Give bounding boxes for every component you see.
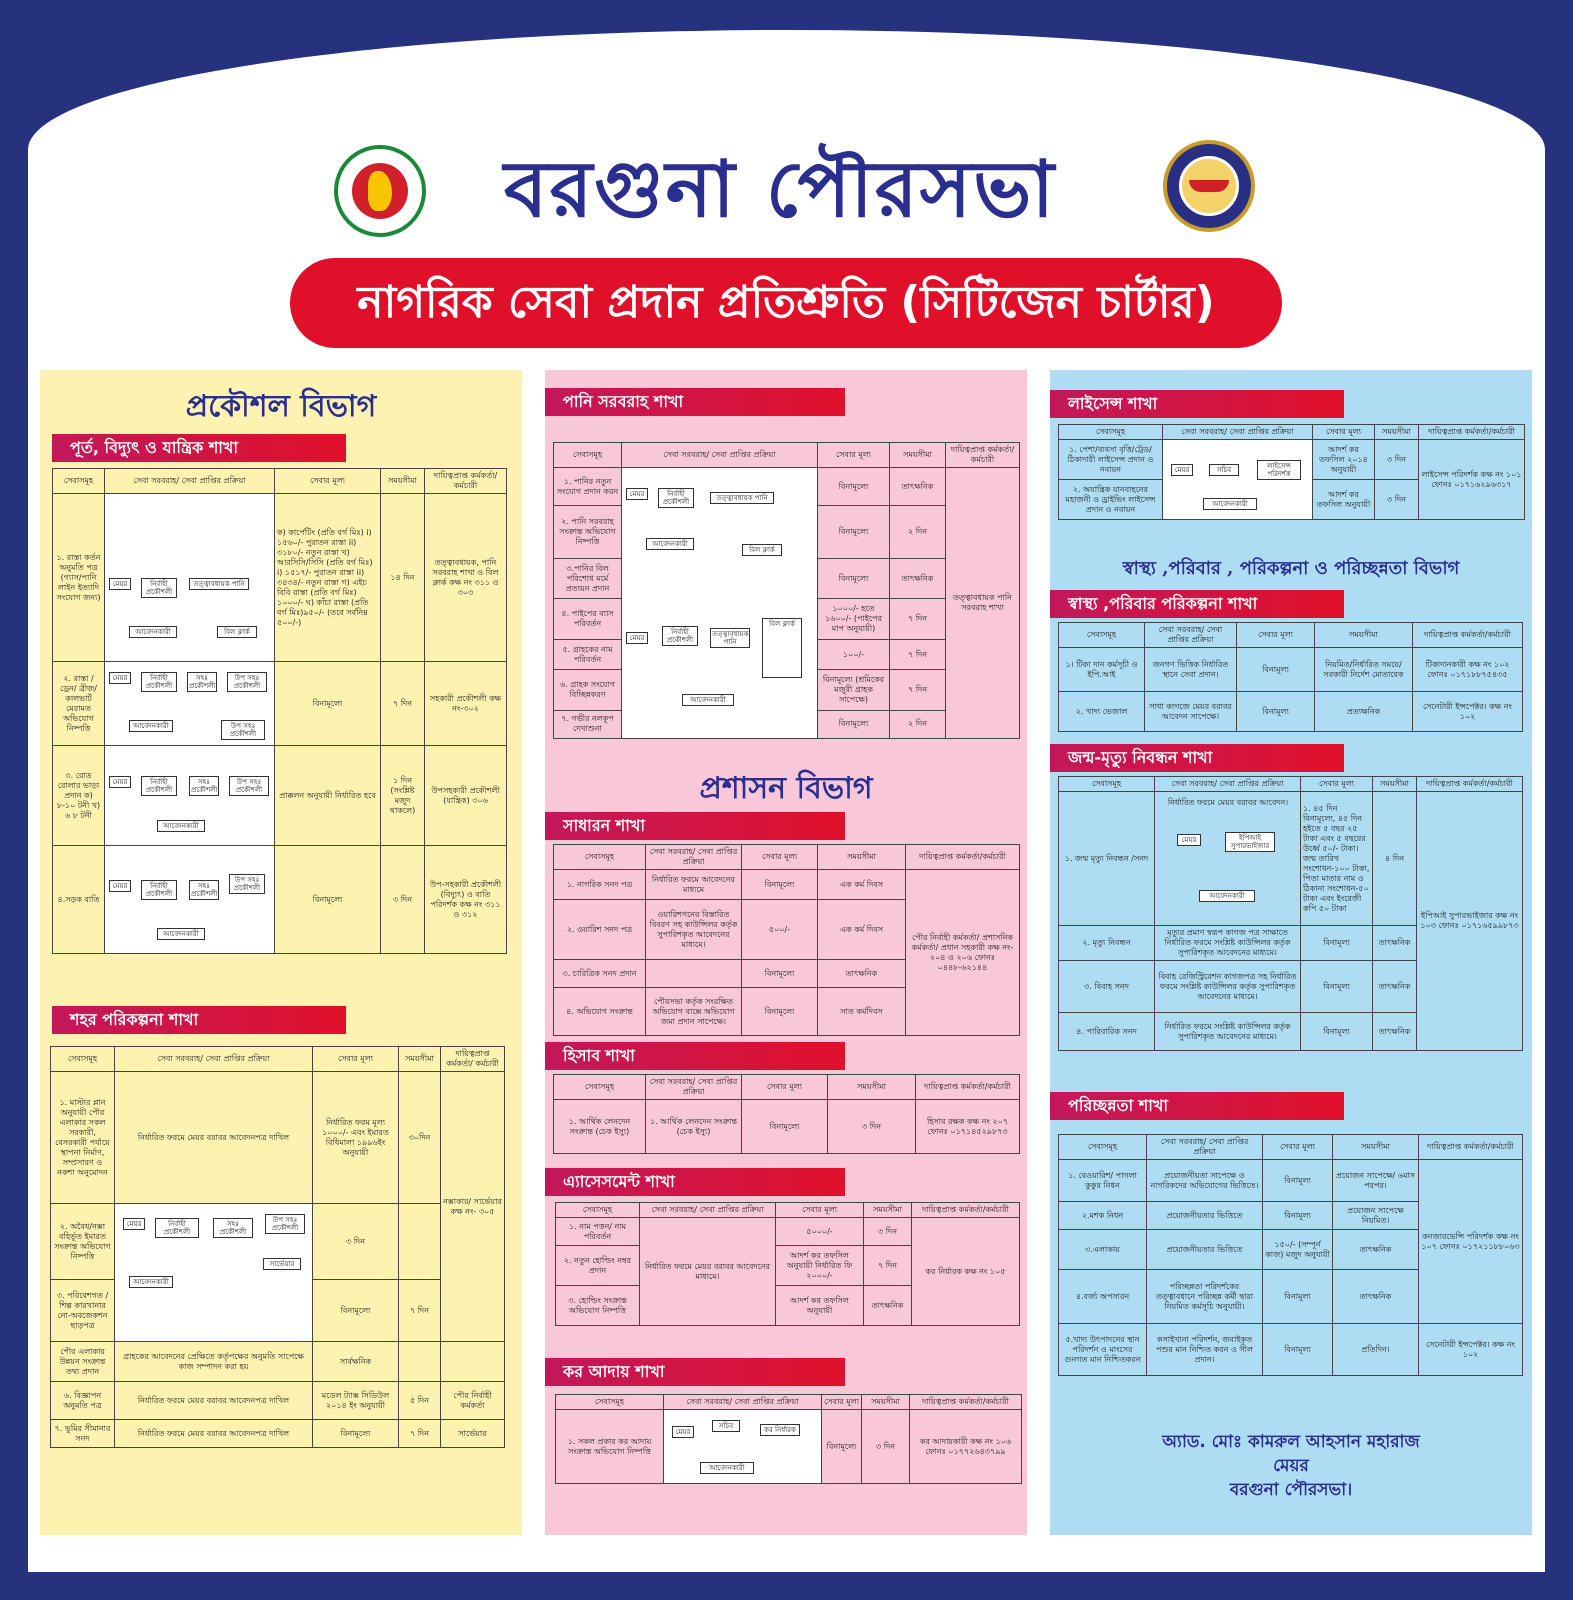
process-flowchart: মেয়র সচিব কর নির্ধারক আবেদনকারী	[664, 1410, 822, 1484]
town-planning-table: সেবাসমূহ সেবা সরবরাহ/ সেবা প্রাপ্তির প্রক্রিয়া সেবার মূল্য সময়সীমা দায়িত্বপ্রাপ্ত কর্মকর্তা/ কর্মচারী ১. মাস্টার প্লান অনুযায়ী পৌর এলাকার সকল সরকারী, বেসরকারী পর্যায়ে স্থাপনা নির্মাণ, সম্প্রসারণ ও নকশা অনুমোদন নির্ধারিত ফরমে মেয়র বরাবর আবেদনপত্র দাখিল নির্ধারিত ফরম মূল্য ১০০০/- এবং ইমারত বিধিমালা ১৯৯৬ইং অনুযায়ী ৩০দিন নক্সাকার/ সার্ভেয়ার কক্ষ নং- ৩০৫ ২. অবৈধ/নক্সা বহির্ভূত ইমারত সংক্রান্ত অভিযোগ নিষ্পত্তি মেয়র নির্বাহী প্রকৌশলী সহঃ প্রকৌশলী উপ সহঃ প্রকৌশলী আবেদনকারী সার্ভেয়ার ৩ দিন ৩. পরিবেশগত / শিল্প কারখানার নো-অবজেকশন ছাড়পত্র বিনামূল্যে ৭ দিন পৌর এলাকার উন্নয়ন সংক্রান্ত তথ্য প্রদান গ্রাহকের আবেদনের প্রেক্ষিতে কর্তৃপক্ষের অনুমতি সাপেক্ষে কাজ সম্পাদন করা হয় সার্বক্ষনিক ৬. বিজ্ঞাপন অনুমতি পত্র নির্ধারিত ফরমে মেয়র বরাবর আবেদনপত্র দাখিল মডেল ট্যাক্স সিডিউল ২০১৪ ইং অনুযায়ী ৫ দিন পৌর নির্বাহী কর্মকর্তা ৭. ভূমির সীমানার সনদ নির্ধারিত ফরমে মেয়র বরাবর আবেদনপত্র দাখিল বিনামূল্যে ৭ দিন সার্ভেয়ার	[50, 1046, 505, 1448]
general-section-title: সাধারন শাখা	[545, 812, 845, 840]
tax-section-title: কর আদায় শাখা	[545, 1358, 845, 1386]
license-table: সেবাসমূহ সেবা সরবরাহ/ সেবা প্রাপ্তির প্রক্রিয়া সেবার মূল্য সময়সীমা দায়িত্বপ্রাপ্ত কর্মকর্তা/কর্মচারী ১. পেশা/ব্যবসা বৃত্তি/ট্রেড/ ঠিকাদারী লাইসেন্স প্রদান ও নবায়ন মেয়র সচিব লাইসেন্স পরিদর্শক আবেদনকারী আদর্শ কর তফসিল ২০১৪ অনুযায়ী ৩ দিন লাইসেন্স পরিদর্শক কক্ষ নং ১০১ ফোনঃ ০১৭১৬২৯৬৩১৭ ২. অযান্ত্রিক যানবাহনের মহাজনী ও ড্রাইভিং লাইসেন্স প্রদান ও নবায়ন আদর্শ কর তফসিল অনুযায়ী ৩ দিন	[1058, 424, 1525, 520]
citizen-charter-banner: নাগরিক সেবা প্রদান প্রতিশ্রুতি (সিটিজেন চার্টার)	[290, 258, 1282, 348]
process-flowchart: মেয়র নির্বাহী প্রকৌশলী সহঃ প্রকৌশলী উপ সহঃ প্রকৌশলী আবেদনকারী উপ সহঃ প্রকৌশলী	[105, 662, 275, 746]
process-flowchart: মেয়র নির্বাহী প্রকৌশলী তত্ত্বাবধায়ক পানি আবেদনকারী বিল ক্লার্ক	[105, 494, 275, 662]
town-planning-section-title: শহর পরিকল্পনা শাখা	[52, 1006, 346, 1034]
engineering-dept-title: প্রকৌশল বিভাগ	[185, 389, 377, 424]
pwd-section-title: পূর্ত, বিদ্যুৎ ও যান্ত্রিক শাখা	[52, 434, 346, 462]
admin-dept-title: প্রশাসন বিভাগ	[699, 771, 873, 806]
family-planning-section-title: স্বাস্থ্য ,পরিবার পরিকল্পনা শাখা	[1050, 590, 1344, 618]
license-section-title: লাইসেন্স শাখা	[1050, 390, 1344, 418]
health-dept-title: স্বাস্থ্য ,পরিবার , পরিকল্পনা ও পরিচ্ছন্নতা বিভাগ	[1122, 558, 1460, 579]
tax-table: সেবাসমূহ সেবা সরবরাহ/ সেবা প্রাপ্তির প্রক্রিয়া সেবার মূল্য সময়সীমা দায়িত্বপ্রাপ্ত কর্মকর্তা/কর্মচারী ১. সকল প্রকার কর আদায় সংক্রান্ত অভিযোগ নিষ্পত্তি মেয়র সচিব কর নির্ধারক আবেদনকারী বিনামূল্যে ৩ দিন কর আদায়কারী কক্ষ নং ১০৬ ফোনঃ ০১৭৭২৬৪৩৭৯৯	[555, 1394, 1022, 1484]
birth-death-section-title: জন্ম-মৃত্যু নিবন্ধন শাখা	[1050, 744, 1344, 772]
process-flowchart: নির্ধারিত ফরমে মেয়র বরাবর আবেদন। মেয়র ইপিআই সুপারভাইজার আবেদনকারী	[1155, 792, 1301, 926]
accounts-section-title: হিসাব শাখা	[545, 1042, 845, 1070]
assessment-table: সেবাসমূহ সেবা সরবরাহ/ সেবা প্রাপ্তির প্রক্রিয়া সেবার মূল্য সময়সীমা দায়িত্বপ্রাপ্ত কর্মকর্তা/কর্মচারী ১. নাম পত্তন/ নাম পরিবর্তন নির্ধারিত ফরমে মেয়র বরাবর আবেদনের মাধ্যমে। ৫০০০/- ৩ দিন কর নির্ধারক কক্ষ নং ১০৫ ২. নতুন হোল্ডিং নম্বর প্রদান আদর্শ কর তফসিল অনুযায়ী নির্ধারিত ফি ২০০০/- ৭ দিন ৩. হোল্ডিং সংক্রান্ত অভিযোগ নিষ্পত্তি আদর্শ কর তফসিল অনুযায়ী তাৎক্ষনিক	[555, 1202, 1020, 1326]
birth-death-table: সেবাসমূহ সেবা সরবরাহ/ সেবা প্রাপ্তির প্রক্রিয়া সেবার মূল্য সময়সীমা দায়িত্বপ্রাপ্ত কর্মকর্তা/কর্মচারী ১. জন্ম মৃত্যু নিবন্ধন /সনদ নির্ধারিত ফরমে মেয়র বরাবর আবেদন। মেয়র ইপিআই সুপারভাইজার আবেদনকারী ১. ৪৫ দিন বিনামূল্যে, ৪৫ দিন হইতে ৫ বছর ২৫ টাকা এবং ৫ বছরের উর্ধ্বে ৫০/- টাকা। জন্ম তারিখ সংশোধন-১০০ টাকা, পিতা মাতার নাম ও ঠিকানা সংশোধন-৫০ টাকা এবং ইংরেজী কপি ৫০ টাকা ৪ দিন ইপিআই সুপারভাইজার কক্ষ নং ১০৩ ফোনঃ ০১৭১৬৫৯৯৮৭৩ ২. মৃত্যু নিবন্ধন মৃত্যুর প্রমাণ স্বরূপ কাগজ পত্র সাক্ষাতে নির্ধারিত ফরমে সংশ্লিষ্ট কাউন্সিলর কর্তৃক সুপারিশকৃত আবেদনের মাধ্যমে। বিনামূল্য তাৎক্ষনিক ৩. বিবাহ সনদ বিবাহ রেজিস্ট্রিরেশন কাগজপত্র সহ নির্ধারিত ফরমে সংশ্লিষ্ট কাউন্সিলর কর্তৃক সুপারিশকৃত আবেদনের মাধ্যমে। বিনামূল্য তাৎক্ষনিক ৪. পারিবারিক সনদ নির্ধারিত ফরমে সংশ্লিষ্ট কাউন্সিলর কর্তৃক সুপারিশকৃত আবেদনের মাধ্যমে। বিনামূল্য তাৎক্ষনিক	[1058, 776, 1523, 1051]
mayor-org: বরগুনা পৌরসভা।	[1229, 1480, 1353, 1500]
cleanliness-section-title: পরিচ্ছন্নতা শাখা	[1050, 1092, 1344, 1120]
table-cell: ১. রাস্তা কর্তন অনুমতি পত্র (গ্যাস/পানি লাইন ইত্যাদি সংযোগ জন্য)	[53, 494, 105, 662]
process-flowchart: মেয়র নির্বাহী প্রকৌশলী সহঃ প্রকৌশলী উপ সহঃ প্রকৌশলী আবেদনকারী	[105, 846, 275, 954]
accounts-table: সেবাসমূহ সেবা সরবরাহ/ সেবা প্রাপ্তির প্রক্রিয়া সেবার মূল্য সময়সীমা দায়িত্বপ্রাপ্ত কর্মকর্তা/কর্মচারী ১. আর্থিক লেনদেন সংক্রান্ত (চেক ইস্যু) ১. আর্থিক লেনদেন সংক্রান্ত (চেক ইস্যু) বিনামূল্যে ৩ দিন হিসাব রক্ষক কক্ষ নং ২০৭ ফোনঃ ০১৭১৪৫২৯৮৭৩	[553, 1074, 1020, 1154]
water-section-title: পানি সরবরাহ শাখা	[545, 388, 845, 416]
mayor-name: অ্যাড. মোঃ কামরুল আহসান মহারাজ	[1162, 1432, 1420, 1452]
cleanliness-table: সেবাসমূহ সেবা সরবরাহ/ সেবা প্রাপ্তির প্রক্রিয়া সেবার মূল্য সময়সীমা দায়িত্বপ্রাপ্ত কর্মকর্তা/কর্মচারী ১. বেওয়ারিশ/ পাগলা কুকুর নিধন প্রয়োজনীয়তা সাপেক্ষে ও নাগরিকদের অভিযোগের ভিত্তিতে। বিনামূল্য প্রয়োজন সাপেক্ষে/ ৬মাস পরপর। কনজারভেন্সি পরিদর্শক কক্ষ নং ১০৭ ফোনঃ ০১৭২১১৮৮০৬৩ ২.মশক নিধন প্রয়োজনীয়তার ভিত্তিতে বিনামূল্য প্রয়োজন সাপেক্ষে নিয়মিত। ৩.এলাকায় প্রয়োজনীয়তার ভিত্তিতে ১৫০/- (সম্পূর্ন কাজ) মজুদ অনুযায়ী তাৎক্ষনিক ৪.বর্জ্য অপসারন পরিচ্ছন্নতা পরিদর্শকের তত্ত্বাবধানে পরিচ্ছন্ন কর্মী দ্বারা নিয়মিত কর্মসূচি অনুযায়ী। বিনামূল্য তাৎক্ষনিক ৫.খাদ্য উৎপাদনের স্থান পরিদর্শন ও মাংসের গুনগত মান নিশ্চিতকরন কসাইখানা পরিদর্শন, জবাইকৃত পশুর মান নিশ্চিত করন ও সীল প্রদান। বিনামূল্য প্রতিদিন। সেনেটারী ইন্সপেক্টর। কক্ষ নং ১০২	[1058, 1134, 1523, 1376]
pwd-table: সেবাসমূহ সেবা সরবরাহ/ সেবা প্রাপ্তির প্রক্রিয়া সেবার মূল্য সময়সীমা দায়িত্বপ্রাপ্ত কর্মকর্তা/কর্মচারী ১. রাস্তা কর্তন অনুমতি পত্র (গ্যাস/পানি লাইন ইত্যাদি সংযোগ জন্য) মেয়র নির্বাহী প্রকৌশলী তত্ত্বাবধায়ক পানি আবেদনকারী বিল ক্লার্ক ক) কার্পেটিং (প্রতি বর্গ মিঃ) i) ১৫৬০/- পুরাতন রাস্তা ii) ৩১৮০/- নতুন রাস্তা খ) আরসিসি/সিসি (প্রতি বর্গ মিঃ) i) ১৫১৭/- পুরাতন রাস্তা ii) ৩৪৩৪/- নতুন রাস্তা গ) এইচ বিবি রাস্তা (প্রতি বর্গ মিঃ) ১০০০/- ঘ) কাঁচা রাস্তা (প্রতি বর্গ মিঃ)৯৫০/- (তবে সর্বনিম্ন ৫০০/-) ১৪ দিন তত্ত্বাবধায়ক, পানি সরবরাহ শাখা ও বিল ক্লার্ক কক্ষ নং ৩১১ ও ৩০৩ ২. রাস্তা / ড্রেন/ ব্রীজ/কালভার্ট মেরামত অভিযোগ নিষ্পত্তি মেয়র নির্বাহী প্রকৌশলী সহঃ প্রকৌশলী উপ সহঃ প্রকৌশলী আবেদনকারী উপ সহঃ প্রকৌশলী বিনামূল্যে ৭ দিন সহকারী প্রকৌশলী কক্ষ নং-৩০২ ৩. রোড রোলার ভাড়া প্রদান ক) ৮-১০ টনী খ) ৬ ৮ টনী মেয়র নির্বাহী প্রকৌশলী সহঃ প্রকৌশলী উপ সহঃ প্রকৌশলী আবেদনকারী প্রাক্কলন অনুযায়ী নির্ধারিত হবে ১ দিন (সংশ্লিষ্ট মজুদ থাকলে) উপসহকারী প্রকৌশলী (যান্ত্রিক) ৩০৬ ৪.সড়ক বাতি মেয়র নির্বাহী প্রকৌশলী সহঃ প্রকৌশলী উপ সহঃ প্রকৌশলী আবেদনকারী বিনামূল্যে ৩ দিন উপ-সহকারী প্রকৌশলী (বিদ্যুৎ) ও বাতি পরিদর্শক কক্ষ নং ৩১১ ও ৩১২	[52, 468, 507, 954]
process-flowchart: মেয়র নির্বাহী প্রকৌশলী সহঃ প্রকৌশলী উপ সহঃ প্রকৌশলী আবেদনকারী সার্ভেয়ার	[115, 1204, 313, 1342]
mayor-signature	[1050, 1430, 1532, 1502]
mayor-designation: মেয়র	[1273, 1456, 1309, 1476]
general-table: সেবাসমূহ সেবা সরবরাহ/ সেবা প্রাপ্তির প্রক্রিয়া সেবার মূল্য সময়সীমা দায়িত্বপ্রাপ্ত কর্মকর্তা/কর্মচারী ১. নাগরিক সনদ পত্র নির্ধারিত ফরমে আবেদনের মাধ্যমে বিনামূল্যে এক কর্ম দিবস পৌর নির্বাহী কর্মকর্তা/ প্রশাসনিক কর্মকর্তা/ প্রধান সহকারী কক্ষ নং- ২০৪ ও ২০৬ ফোনঃ ০৪৪৮-৬২১৪৪ ২. ওয়ারিশ সনদ পত্র ওয়ারিশগনের বিস্তারিত বিবরণ সহ কাউন্সিলর কর্তৃক সুপারিশকৃত আবেদনের মাধ্যমে। ৫০০/- এক কর্ম দিবস ৩. চারিত্রিক সনদ প্রদান বিনামূল্যে তাৎক্ষনিক ৪. অভিযোগ সংক্রান্ত পৌরসভা কর্তৃক সংরক্ষিত অভিযোগ বাক্সে অভিযোগ জমা প্রদান সাপেক্ষে। বিনামূল্যে সাত কর্মদিবস	[553, 844, 1020, 1036]
water-table: সেবাসমূহ সেবা সরবরাহ/ সেবা প্রাপ্তির প্রক্রিয়া সেবার মূল্য সময়সীমা দায়িত্বপ্রাপ্ত কর্মকর্তা/কর্মচারী ১. পানির নতুন সংযোগ প্রদান করন মেয়র নির্বাহী প্রকৌশলী তত্ত্বাবধায়ক পানি আবেদনকারী বিল ক্লার্ক মেয়র নির্বাহী প্রকৌশলী তত্ত্বাবধায়ক পানি বিল ক্লার্ক আবেদনকারী বিনামূল্যে তাৎক্ষনিক তত্ত্বাবধায়ক পানি সরবরাহ শাখা ২. পানি সরবরাহ সংক্রান্ত অভিযোগ নিষ্পত্তি বিনামূল্যে ২ দিন ৩.পানির বিল পরিশোধ মর্মে প্রত্যয়ন প্রদান বিনামূল্যে তাৎক্ষনিক ৪. পাইপের ব্যাস পরিবর্তন ১০০০/- হতে ১৬০০/- (পাইপের মাপ অনুযায়ী) ৭ দিন ৫. গ্রাহকের নাম পরিবর্তন ১০০/- ৭ দিন ৬. গ্রাহক সংযোগ বিচ্ছিন্নকরণ বিনামূল্যে (শ্রমিকের মজুরী গ্রাহক সাপেক্ষে) ৭ দিন ৭. গভীর নলকূপ দেখাশুনা বিনামূল্যে ২ দিন	[553, 442, 1020, 739]
process-flowchart: মেয়র সচিব লাইসেন্স পরিদর্শক আবেদনকারী	[1163, 440, 1313, 520]
process-flowchart: মেয়র নির্বাহী প্রকৌশলী তত্ত্বাবধায়ক পানি আবেদনকারী বিল ক্লার্ক মেয়র নির্বাহী প্রকৌশলী তত্ত্বাবধায়ক পানি বিল ক্লার্ক আবেদনকারী	[622, 468, 818, 739]
family-planning-table: সেবাসমূহ সেবা সরবরাহ/ সেবা প্রাপ্তির প্রক্রিয়া সেবার মূল্য সময়সীমা দায়িত্বপ্রাপ্ত কর্মকর্তা/কর্মচারী ১। টিকা দান কর্মসূচী ও ইপি.আই জনগণ ভিত্তিক নির্ধারিত স্থানে সেবা প্রদান। বিনামূল্য নিয়মিত/নির্ধারিত সময়ে/ সরকারী নির্দেশ মোতাবেক টিকাদানকারী কক্ষ নং ১০২ ফোনঃ ০১৭১৮৮৭৫৪৩৫ ২. খাদ্য ভেজাল সাধা কাগজে মেয়র বরাবর আবেদন সাপেক্ষে। বিনামূল্য প্রত্যক্ষনিক সেনেটারী ইন্সপেক্টর। কক্ষ নং ১০২	[1058, 622, 1523, 732]
page-title: বরগুনা পৌরসভা	[504, 144, 1056, 235]
process-flowchart: মেয়র নির্বাহী প্রকৌশলী সহঃ প্রকৌশলী উপ সহঃ প্রকৌশলী আবেদনকারী	[105, 746, 275, 846]
assessment-section-title: এ্যাসেসমেন্ট শাখা	[545, 1168, 845, 1196]
